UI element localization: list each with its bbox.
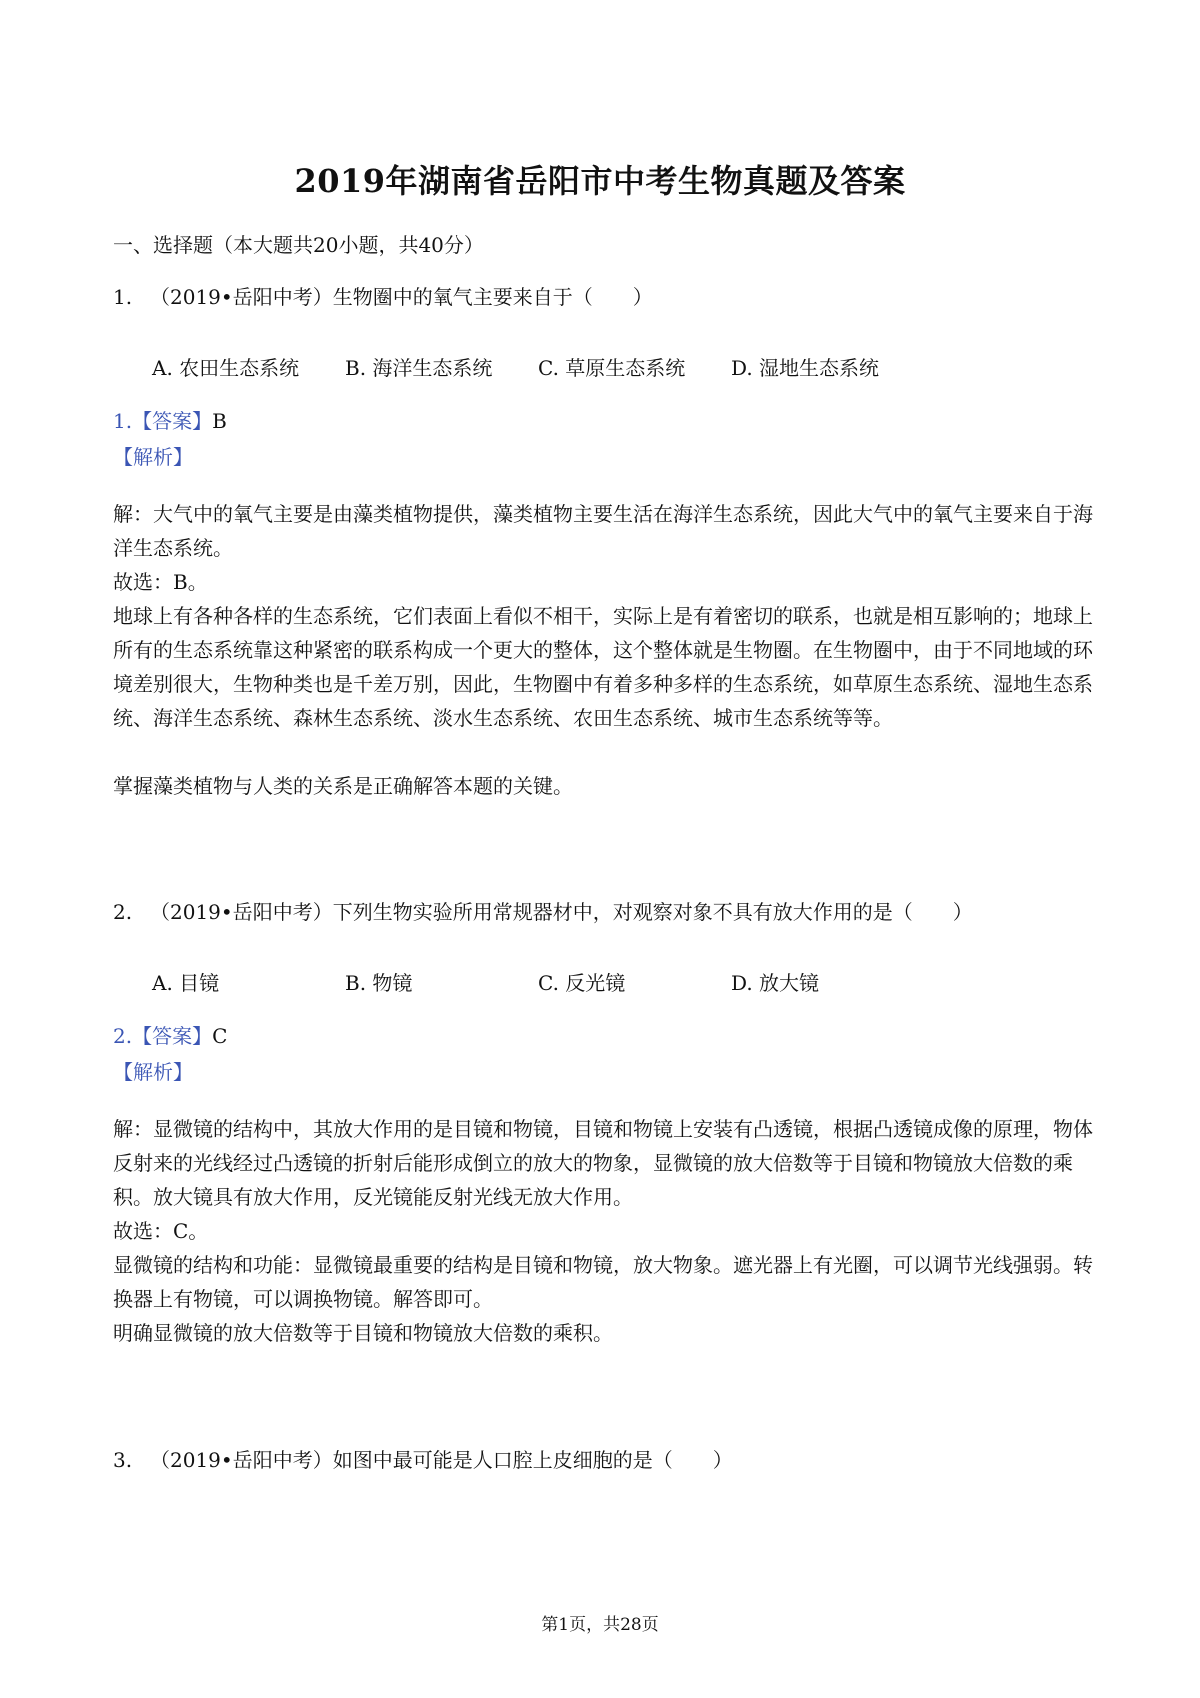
option-c: C. 草原生态系统 <box>538 356 686 380</box>
question-number: 1. <box>113 285 133 309</box>
answer-label: 1.【答案】 <box>113 409 213 433</box>
question-number: 3. <box>113 1448 133 1472</box>
answer-line <box>113 1019 227 1053</box>
answer-value: B <box>212 409 227 433</box>
answer-label: 2.【答案】 <box>113 1024 213 1048</box>
analysis-paragraph: 掌握藻类植物与人类的关系是正确解答本题的关键。 <box>113 774 573 798</box>
page-footer: 第1页，共28页 <box>541 1615 659 1635</box>
option-a: A. 目镜 <box>152 971 220 995</box>
analysis-paragraph: 解：大气中的氧气主要是由藻类植物提供，藻类植物主要生活在海洋生态系统，因此大气中的氧气主要来自于海洋生态系统。 <box>113 502 1093 560</box>
question-stem: （2019•岳阳中考）如图中最可能是人口腔上皮细胞的是（ ） <box>150 1448 733 1472</box>
analysis-paragraph: 故选：C。 <box>113 1219 209 1243</box>
analysis-label: 【解析】 <box>113 445 193 469</box>
analysis-paragraph: 故选：B。 <box>113 570 208 594</box>
option-b: B. 海洋生态系统 <box>345 356 493 380</box>
analysis-label: 【解析】 <box>113 1060 193 1084</box>
answer-line <box>113 404 227 438</box>
question-stem: （2019•岳阳中考）下列生物实验所用常规器材中，对观察对象不具有放大作用的是（ ） <box>150 900 973 924</box>
question-stem: （2019•岳阳中考）生物圈中的氧气主要来自于（ ） <box>150 285 653 309</box>
option-b: B. 物镜 <box>345 971 413 995</box>
option-d: D. 放大镜 <box>731 971 820 995</box>
analysis-paragraph: 显微镜的结构和功能：显微镜最重要的结构是目镜和物镜，放大物象。遮光器上有光圈，可以调节光线强弱。转换器上有物镜，可以调换物镜。解答即可。 <box>113 1253 1093 1311</box>
option-a: A. 农田生态系统 <box>152 356 300 380</box>
analysis-paragraph: 地球上有各种各样的生态系统，它们表面上看似不相干，实际上是有着密切的联系，也就是相互影响的；地球上所有的生态系统靠这种紧密的联系构成一个更大的整体，这个整体就是生物圈。在生物圈中，由于不同地域的环境差别很大，生物种类也是千差万别，因此，生物圈中有着多种多样的生态系统，如草原生态系统、湿地生态系统、海洋生态系统、森林生态系统、淡水生态系统、农田生态系统、城市生态系统等等。 <box>113 604 1093 730</box>
analysis-paragraph: 解：显微镜的结构中，其放大作用的是目镜和物镜，目镜和物镜上安装有凸透镜，根据凸透镜成像的原理，物体反射来的光线经过凸透镜的折射后能形成倒立的放大的物象，显微镜的放大倍数等于目镜和物镜放大倍数的乘积。放大镜具有放大作用，反光镜能反射光线无放大作用。 <box>113 1117 1093 1209</box>
analysis-paragraph: 明确显微镜的放大倍数等于目镜和物镜放大倍数的乘积。 <box>113 1321 613 1345</box>
section-heading: 一、选择题（本大题共20小题，共40分） <box>113 233 484 257</box>
page-title: 2019年湖南省岳阳市中考生物真题及答案 <box>294 162 906 200</box>
option-d: D. 湿地生态系统 <box>731 356 880 380</box>
question-number: 2. <box>113 900 133 924</box>
option-c: C. 反光镜 <box>538 971 626 995</box>
answer-value: C <box>212 1024 228 1048</box>
